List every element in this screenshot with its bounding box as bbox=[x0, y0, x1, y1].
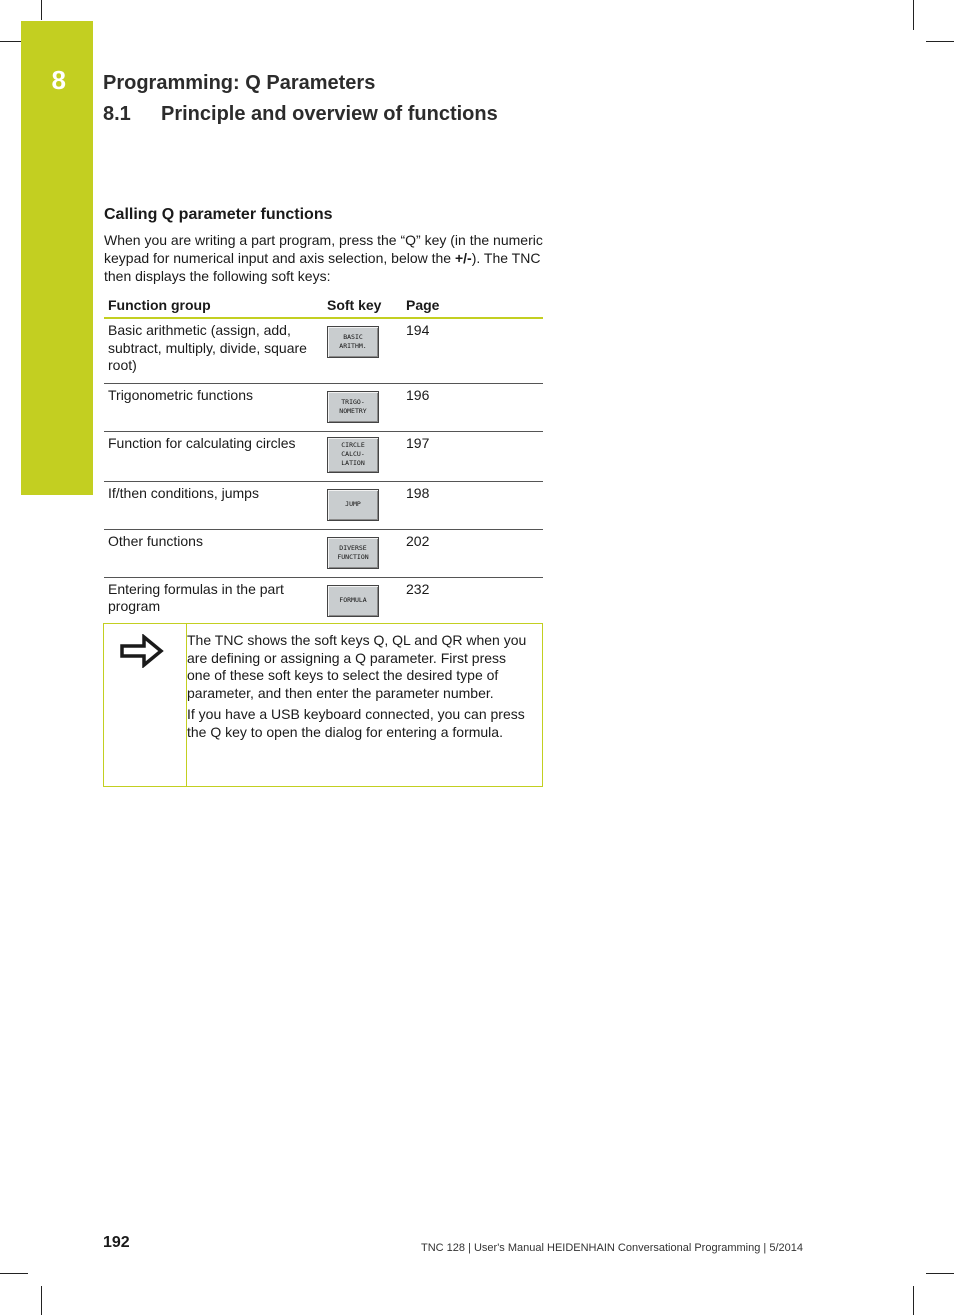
main-content bbox=[104, 206, 543, 625]
softkey-trigonometry[interactable]: TRIGO- NOMETRY bbox=[327, 391, 379, 423]
intro-key: +/- bbox=[454, 250, 472, 266]
soft-key-cell bbox=[323, 431, 402, 481]
softkey-jump[interactable]: JUMP bbox=[327, 489, 379, 521]
table-row bbox=[104, 529, 543, 577]
page-cell: 196 bbox=[402, 383, 543, 431]
crop-mark bbox=[41, 1286, 42, 1315]
note-box bbox=[103, 623, 543, 787]
softkey-formula[interactable]: FORMULA bbox=[327, 585, 379, 617]
column-header-function-group: Function group bbox=[104, 292, 323, 318]
intro-paragraph bbox=[104, 231, 543, 285]
function-group-cell: Other functions bbox=[104, 529, 323, 577]
soft-key-cell bbox=[323, 383, 402, 431]
table-header-row bbox=[104, 292, 543, 318]
function-group-cell: Basic arithmetic (assign, add, subtract, multiply, divide, square root) bbox=[104, 318, 323, 383]
page-cell: 197 bbox=[402, 431, 543, 481]
arrow-right-icon bbox=[120, 634, 164, 673]
function-group-cell: Trigonometric functions bbox=[104, 383, 323, 431]
section-heading: Calling Q parameter functions bbox=[104, 206, 333, 223]
footer-text: TNC 128 | User's Manual HEIDENHAIN Conversational Programming | 5/2014 bbox=[421, 1242, 803, 1254]
note-paragraph: If you have a USB keyboard connected, you can press the Q key to open the dialog for entering a formula. bbox=[187, 706, 525, 740]
function-group-cell: Function for calculating circles bbox=[104, 431, 323, 481]
soft-key-cell bbox=[323, 318, 402, 383]
soft-key-cell bbox=[323, 529, 402, 577]
crop-mark bbox=[41, 0, 42, 20]
note-text bbox=[187, 632, 527, 745]
table-row bbox=[104, 383, 543, 431]
column-header-soft-key: Soft key bbox=[323, 292, 402, 318]
page-cell: 198 bbox=[402, 481, 543, 529]
table-row bbox=[104, 481, 543, 529]
chapter-number: 8 bbox=[51, 65, 66, 95]
function-group-cell: If/then conditions, jumps bbox=[104, 481, 323, 529]
crop-mark bbox=[913, 0, 914, 30]
intro-text-before: When you are writing a part program, press the “Q” key (in the numeric keypad for numerical input and axis selection, below the bbox=[104, 232, 543, 266]
function-table bbox=[104, 292, 543, 625]
crop-mark bbox=[0, 41, 22, 42]
section-number: 8.1 bbox=[103, 103, 131, 125]
page-number: 192 bbox=[103, 1234, 130, 1251]
softkey-circle-calculation[interactable]: CIRCLE CALCU- LATION bbox=[327, 437, 379, 473]
crop-mark bbox=[0, 1273, 28, 1274]
column-header-page: Page bbox=[402, 292, 543, 318]
note-paragraph: The TNC shows the soft keys Q, QL and QR when you are defining or assigning a Q parameter. First press one of these soft keys to select the desired type of parameter, and then enter the parameter number. bbox=[187, 632, 527, 701]
softkey-basic-arithmetic[interactable]: BASIC ARITHM. bbox=[327, 326, 379, 358]
soft-key-cell bbox=[323, 577, 402, 625]
crop-mark bbox=[926, 1273, 954, 1274]
chapter-title: Programming: Q Parameters bbox=[103, 72, 376, 94]
table-row bbox=[104, 318, 543, 383]
chapter-tab bbox=[21, 21, 93, 495]
crop-mark bbox=[913, 1286, 914, 1315]
soft-key-cell bbox=[323, 481, 402, 529]
page-cell: 232 bbox=[406, 580, 430, 597]
function-group-cell: Entering formulas in the part program bbox=[108, 580, 284, 614]
section-title-text: Principle and overview of functions bbox=[161, 103, 498, 125]
table-row bbox=[104, 577, 543, 625]
softkey-diverse-function[interactable]: DIVERSE FUNCTION bbox=[327, 537, 379, 569]
page-cell: 202 bbox=[402, 529, 543, 577]
table-row bbox=[104, 431, 543, 481]
intro-text-after: ). The TNC then displays the following soft keys: bbox=[104, 250, 541, 284]
section-title bbox=[103, 103, 498, 126]
page-cell: 194 bbox=[402, 318, 543, 383]
crop-mark bbox=[926, 41, 954, 42]
